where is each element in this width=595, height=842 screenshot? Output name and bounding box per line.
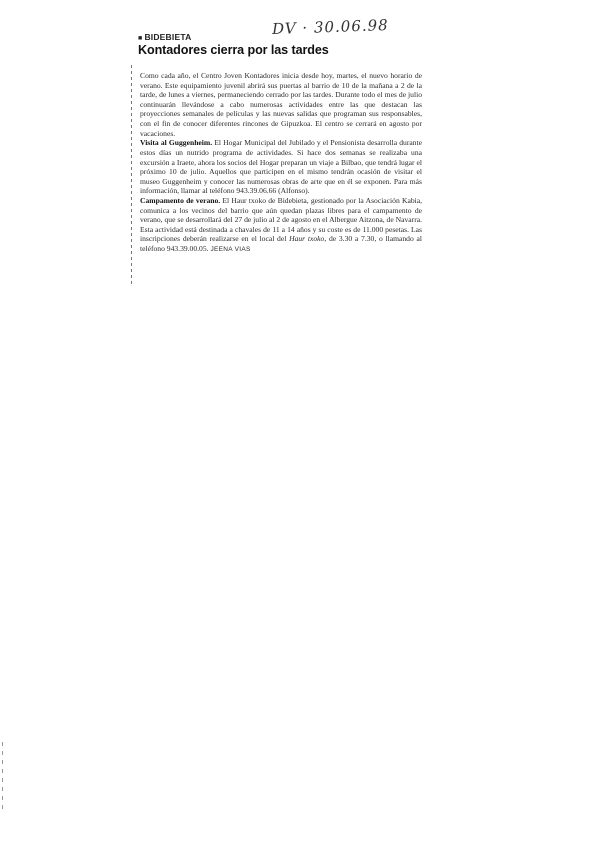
paragraph-campamento [140, 196, 422, 255]
paragraph-campamento-text-1: El Haur txoko de Bidebieta, gestionado por la Asociación Kabia, comunica a los vecinos del barrio que aún quedan plazas libres para el campamento de verano, que se desarrollará del 27 de julio al 2 de agosto en el Albergue Aitzona, de Navarra. Esta actividad está destinada a chavales de 11 a 14 años y su coste es de 11.000 pesetas. Las inscripciones deberán realizarse en el local del [140, 196, 422, 244]
paragraph-campamento-text-2: , de 3.30 a 7.30, o llamando al teléfono 943.39.00.05. [140, 234, 422, 254]
handwritten-date-note: DV · 30.06.98 [271, 15, 389, 39]
scan-margin-marks [2, 742, 3, 814]
subhead-guggenheim: Visita al Guggenheim. [140, 138, 213, 148]
paragraph-guggenheim [140, 138, 422, 196]
haur-txoko-italic: Haur txoko [289, 234, 325, 244]
section-name: BIDEBIETA [144, 32, 192, 42]
paragraph-guggenheim-text: El Hogar Municipal del Jubilado y el Pensionista desarrolla durante estos días un nutrido programa de actividades. Si hace dos semanas se realizaba una excursión a Iraete, ahora los socios del Hogar preparan un viaje a Bilbao, que tendrá lugar el próximo 10 de julio. Aquellos que participen en el mismo tendrán ocasión de visitar el museo Guggenheim y conocer las numerosas obras de arte que en él se exponen. Para más información, llamar al teléfono 943.39.06.66 (Alfonso). [140, 138, 422, 196]
article-body [140, 71, 422, 255]
section-tag [138, 32, 191, 42]
headline: Kontadores cierra por las tardes [138, 43, 329, 57]
section-bullet-icon: ■ [138, 35, 143, 42]
newspaper-clipping [128, 15, 440, 328]
subhead-campamento: Campamento de verano. [140, 196, 221, 206]
paragraph-centro-joven: Como cada año, el Centro Joven Kontadores inicia desde hoy, martes, el nuevo horario de verano. Este equipamiento juvenil abrirá sus puertas al barrio de 10 de la mañana a 2 de la tarde, de lunes a viernes, permaneciendo cerrado por las tardes. Durante todo el mes de julio continuarán llevándose a cabo numerosas actividades entre las que destacan las proyecciones semanales de películas y las nuevas salidas que programan sus responsables, con el fin de conocer diferentes rincones de Gipuzkoa. El centro se cerrará en agosto por vacaciones. [140, 71, 422, 138]
column-rule [131, 65, 132, 287]
author-signature: JEENA VIAS [210, 246, 251, 254]
